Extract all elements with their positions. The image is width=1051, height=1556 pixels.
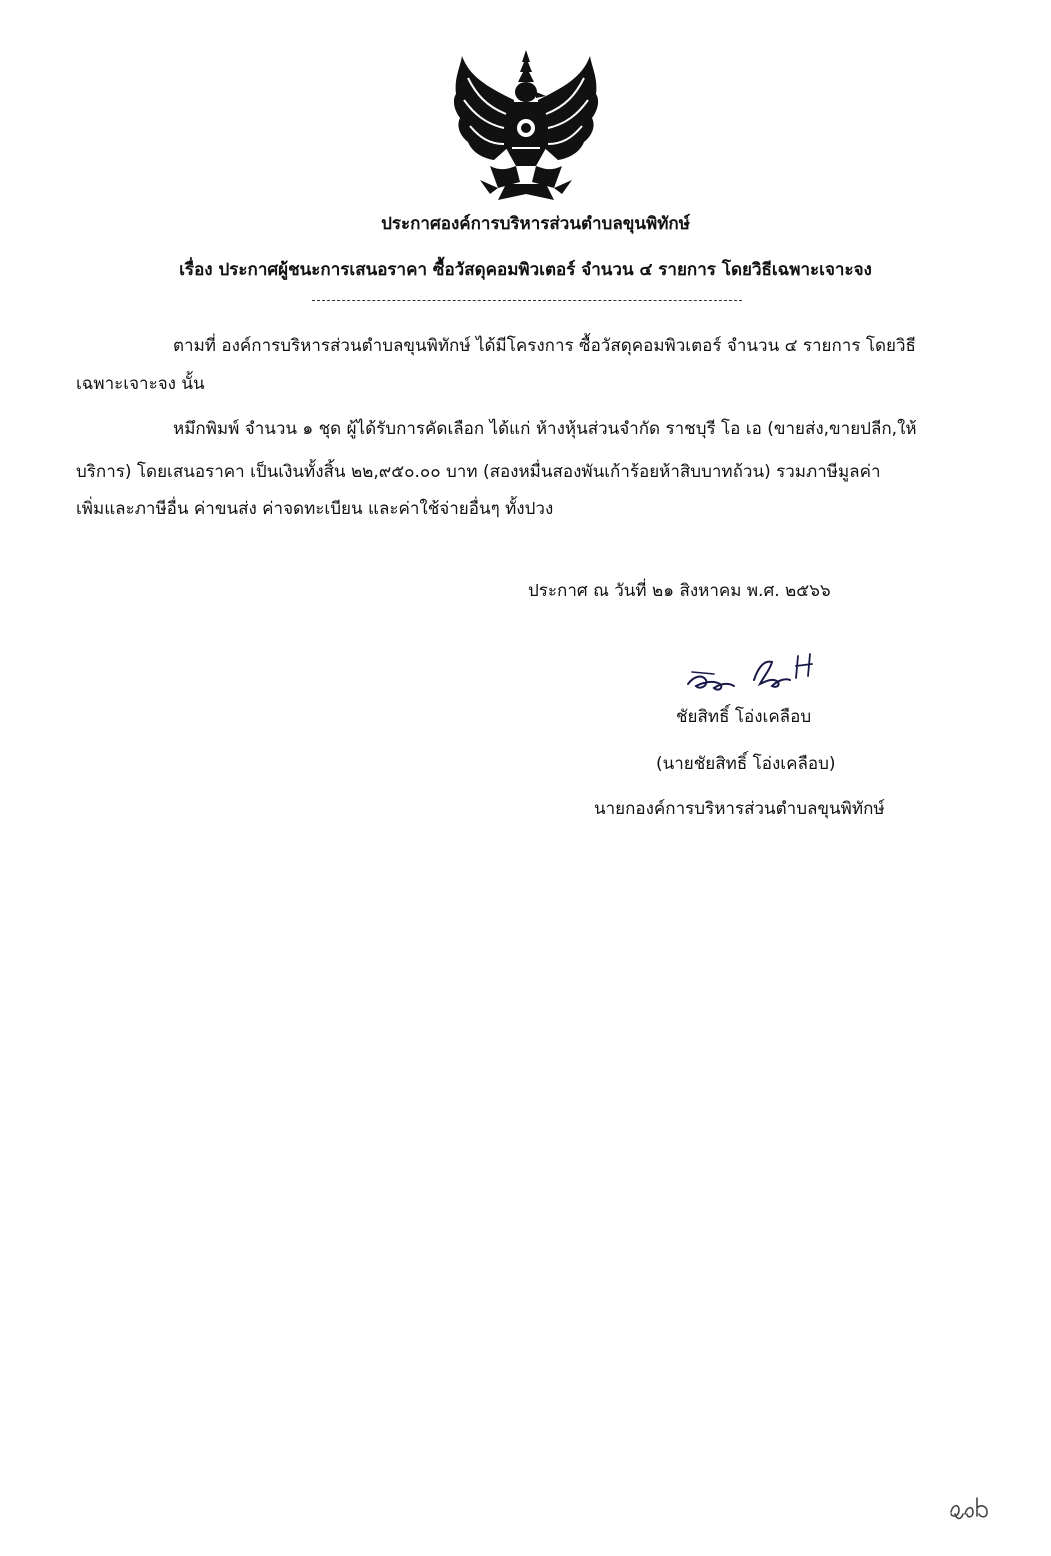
announcement-subject: เรื่อง ประกาศผู้ชนะการเสนอราคา ซื้อวัสดุคอมพิวเตอร์ จำนวน ๔ รายการ โดยวิธีเฉพาะเจาะจง xyxy=(179,260,872,280)
signatory-full-name: (นายชัยสิทธิ์ โอ่งเคลือบ) xyxy=(656,754,836,774)
signatory-name: ชัยสิทธิ์ โอ่งเคลือบ xyxy=(676,707,812,727)
announcement-date: ประกาศ ณ วันที่ ๒๑ สิงหาคม พ.ศ. ๒๕๖๖ xyxy=(528,581,831,601)
garuda-emblem-icon xyxy=(450,48,602,206)
paragraph-2-line-2: บริการ) โดยเสนอราคา เป็นเงินทั้งสิ้น ๒๒,๙๕๐.๐๐ บาท (สองหมื่นสองพันเก้าร้อยห้าสิบบาทถ้วน) รวมภาษีมูลค่า xyxy=(76,462,881,482)
handwritten-signature-icon xyxy=(680,650,830,700)
dashed-divider xyxy=(312,300,742,301)
handwritten-page-mark-icon xyxy=(947,1490,995,1524)
paragraph-1-line-2: เฉพาะเจาะจง นั้น xyxy=(76,374,205,394)
paragraph-2-line-1: หมึกพิมพ์ จำนวน ๑ ชุด ผู้ได้รับการคัดเลือก ได้แก่ ห้างหุ้นส่วนจำกัด ราชบุรี โอ เอ (ขายส่ง,ขายปลีก,ให้ xyxy=(173,419,917,439)
paragraph-2-line-3: เพิ่มและภาษีอื่น ค่าขนส่ง ค่าจดทะเบียน และค่าใช้จ่ายอื่นๆ ทั้งปวง xyxy=(76,499,554,519)
paragraph-1-line-1: ตามที่ องค์การบริหารส่วนตำบลขุนพิทักษ์ ได้มีโครงการ ซื้อวัสดุคอมพิวเตอร์ จำนวน ๔ รายการ โดยวิธี xyxy=(173,336,916,356)
announcement-heading: ประกาศองค์การบริหารส่วนตำบลขุนพิทักษ์ xyxy=(381,214,690,234)
signatory-position: นายกองค์การบริหารส่วนตำบลขุนพิทักษ์ xyxy=(594,799,885,819)
